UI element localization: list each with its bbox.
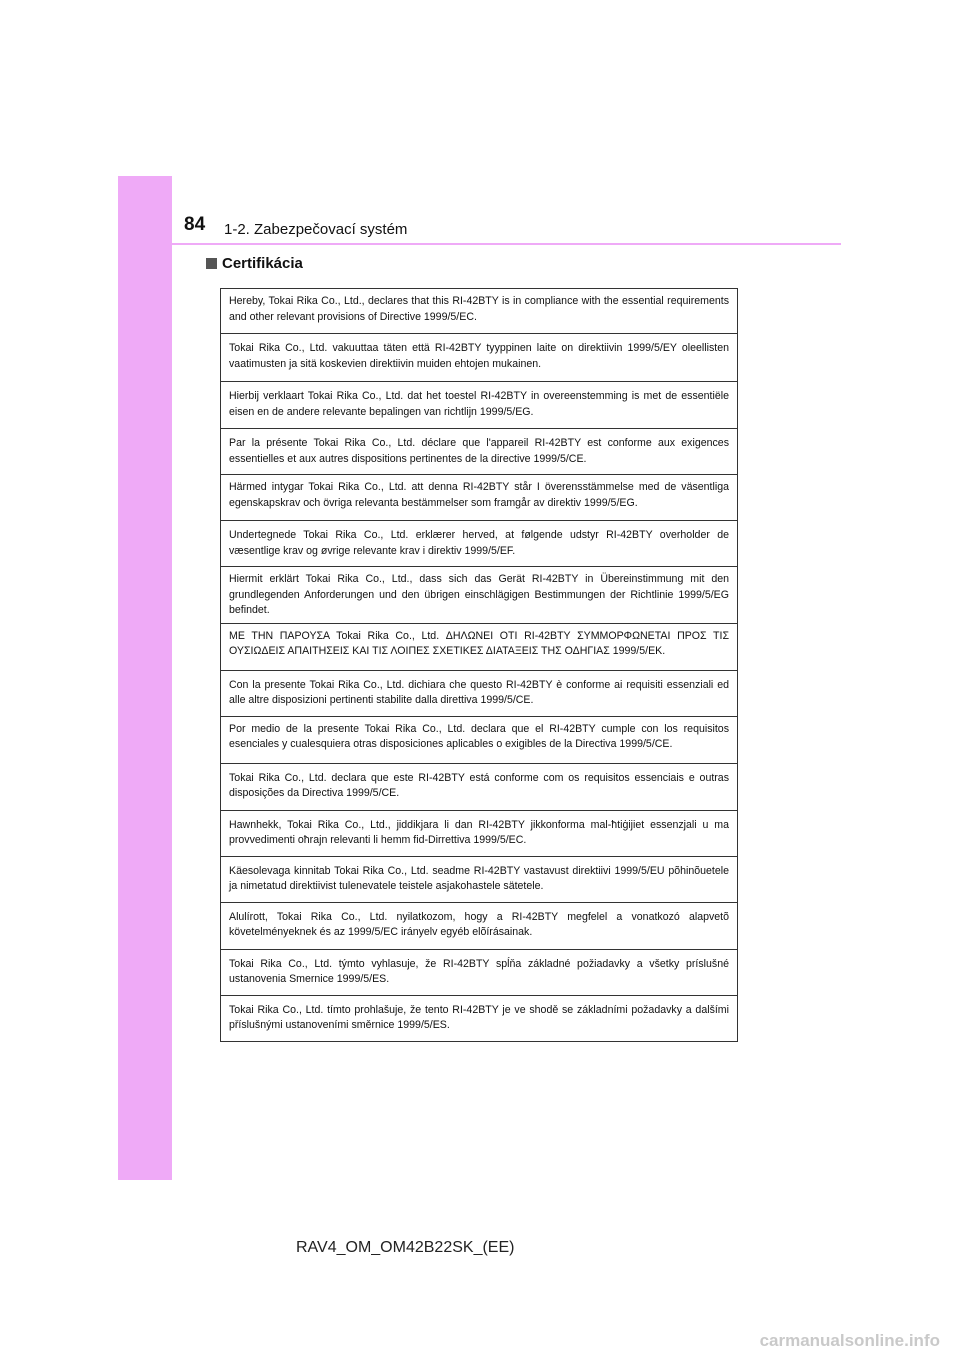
certification-text-cs: Tokai Rika Co., Ltd. tímto prohlašuje, že tento RI-42BTY je ve shodě se základními požadavky a dalšími příslušnými ustanoveními směrnice 1999/5/ES. [221, 995, 738, 1041]
certification-text-sv: Härmed intygar Tokai Rika Co., Ltd. att denna RI-42BTY står I överensstämmelse med de väsentliga egenskapskrav och övriga relevanta bestämmelser som framgår av direktiv 1999/5/EG. [221, 475, 738, 521]
table-row [221, 334, 738, 382]
table-row [221, 949, 738, 995]
certification-text-de: Hiermit erklärt Tokai Rika Co., Ltd., dass sich das Gerät RI-42BTY in Übereinstimmung mit den grundlegenden Anforderungen und den übrigen einschlägigen Bestimmungen der Richtlinie 1999/5/EG befindet. [221, 567, 738, 624]
table-row [221, 623, 738, 670]
subheading [206, 255, 303, 272]
table-row [221, 670, 738, 716]
table-row [221, 763, 738, 810]
certification-text-fi: Tokai Rika Co., Ltd. vakuuttaa täten että RI-42BTY tyyppinen laite on direktiivin 1999/5/EY oleellisten vaatimusten ja sitä koskevien direktiivin muiden ehtojen mukainen. [221, 334, 738, 382]
table-row [221, 289, 738, 334]
certification-text-es: Por medio de la presente Tokai Rika Co., Ltd. declara que el RI-42BTY cumple con los requisitos esenciales y cualesquiera otras disposiciones aplicables o exigibles de la Directiva 1999/5/CE. [221, 716, 738, 763]
table-row [221, 856, 738, 902]
certification-text-fr: Par la présente Tokai Rika Co., Ltd. déclare que l'appareil RI-42BTY est conforme aux exigences essentielles et aux autres dispositions pertinentes de la directive 1999/5/CE. [221, 429, 738, 475]
table-row [221, 475, 738, 521]
header-divider [172, 243, 841, 245]
certification-text-nl: Hierbij verklaart Tokai Rika Co., Ltd. dat het toestel RI-42BTY in overeenstemming is met de essentiële eisen en de andere relevante bepalingen van richtlijn 1999/5/EG. [221, 382, 738, 429]
table-row [221, 716, 738, 763]
table-row [221, 382, 738, 429]
certification-text-en: Hereby, Tokai Rika Co., Ltd., declares that this RI-42BTY is in compliance with the essential requirements and other relevant provisions of Directive 1999/5/EC. [221, 289, 738, 334]
table-row [221, 902, 738, 949]
section-title: 1-2. Zabezpečovací systém [224, 221, 408, 238]
square-bullet-icon [206, 258, 217, 269]
page-number: 84 [184, 214, 206, 235]
certification-text-hu: Alulírott, Tokai Rika Co., Ltd. nyilatkozom, hogy a RI-42BTY megfelel a vonatkozó alapvetõ követelményeknek és az 1999/5/EC irányelv egyéb elõírásainak. [221, 902, 738, 949]
table-row [221, 995, 738, 1041]
certification-text-el: ΜΕ ΤΗΝ ΠΑΡΟΥΣΑ Tokai Rika Co., Ltd. ΔΗΛΩΝΕΙ ΟΤΙ RI-42BTY ΣΥΜΜΟΡΦΩΝΕΤΑΙ ΠΡΟΣ ΤΙΣ ΟΥΣΙΩΔΕΙΣ ΑΠΑΙΤΗΣΕΙΣ ΚΑΙ ΤΙΣ ΛΟΙΠΕΣ ΣΧΕΤΙΚΕΣ ΔΙΑΤΑΞΕΙΣ ΤΗΣ ΟΔΗΓΙΑΣ 1999/5/ΕΚ. [221, 623, 738, 670]
table-row [221, 567, 738, 624]
table-row [221, 429, 738, 475]
certification-text-et: Käesolevaga kinnitab Tokai Rika Co., Ltd. seadme RI-42BTY vastavust direktiivi 1999/5/EU põhinõuetele ja nimetatud direktiivist tulenevatele teistele asjakohastele sätetele. [221, 856, 738, 902]
certification-text-it: Con la presente Tokai Rika Co., Ltd. dichiara che questo RI-42BTY è conforme ai requisiti essenziali ed alle altre disposizioni pertinenti stabilite dalla direttiva 1999/5/CE. [221, 670, 738, 716]
certification-text-mt: Hawnhekk, Tokai Rika Co., Ltd., jiddikjara li dan RI-42BTY jikkonforma mal-ħtiġijiet essenzjali u ma provvedimenti oħrajn relevanti li hemm fid-Dirrettiva 1999/5/EC. [221, 810, 738, 856]
certification-text-da: Undertegnede Tokai Rika Co., Ltd. erklærer herved, at følgende udstyr RI-42BTY overholder de væsentlige krav og øvrige relevante krav i direktiv 1999/5/EF. [221, 521, 738, 567]
subheading-label: Certifikácia [222, 255, 303, 272]
certification-text-sk: Tokai Rika Co., Ltd. týmto vyhlasuje, že RI-42BTY spĺňa základné požiadavky a všetky príslušné ustanovenia Smernice 1999/5/ES. [221, 949, 738, 995]
certification-text-pt: Tokai Rika Co., Ltd. declara que este RI-42BTY está conforme com os requisitos essenciais e outras disposições da Directiva 1999/5/CE. [221, 763, 738, 810]
side-tab-bar [118, 176, 172, 1180]
certification-table [220, 288, 738, 1042]
watermark: carmanualsonline.info [759, 1331, 940, 1350]
table-row [221, 810, 738, 856]
document-code: RAV4_OM_OM42B22SK_(EE) [296, 1239, 515, 1256]
table-row [221, 521, 738, 567]
